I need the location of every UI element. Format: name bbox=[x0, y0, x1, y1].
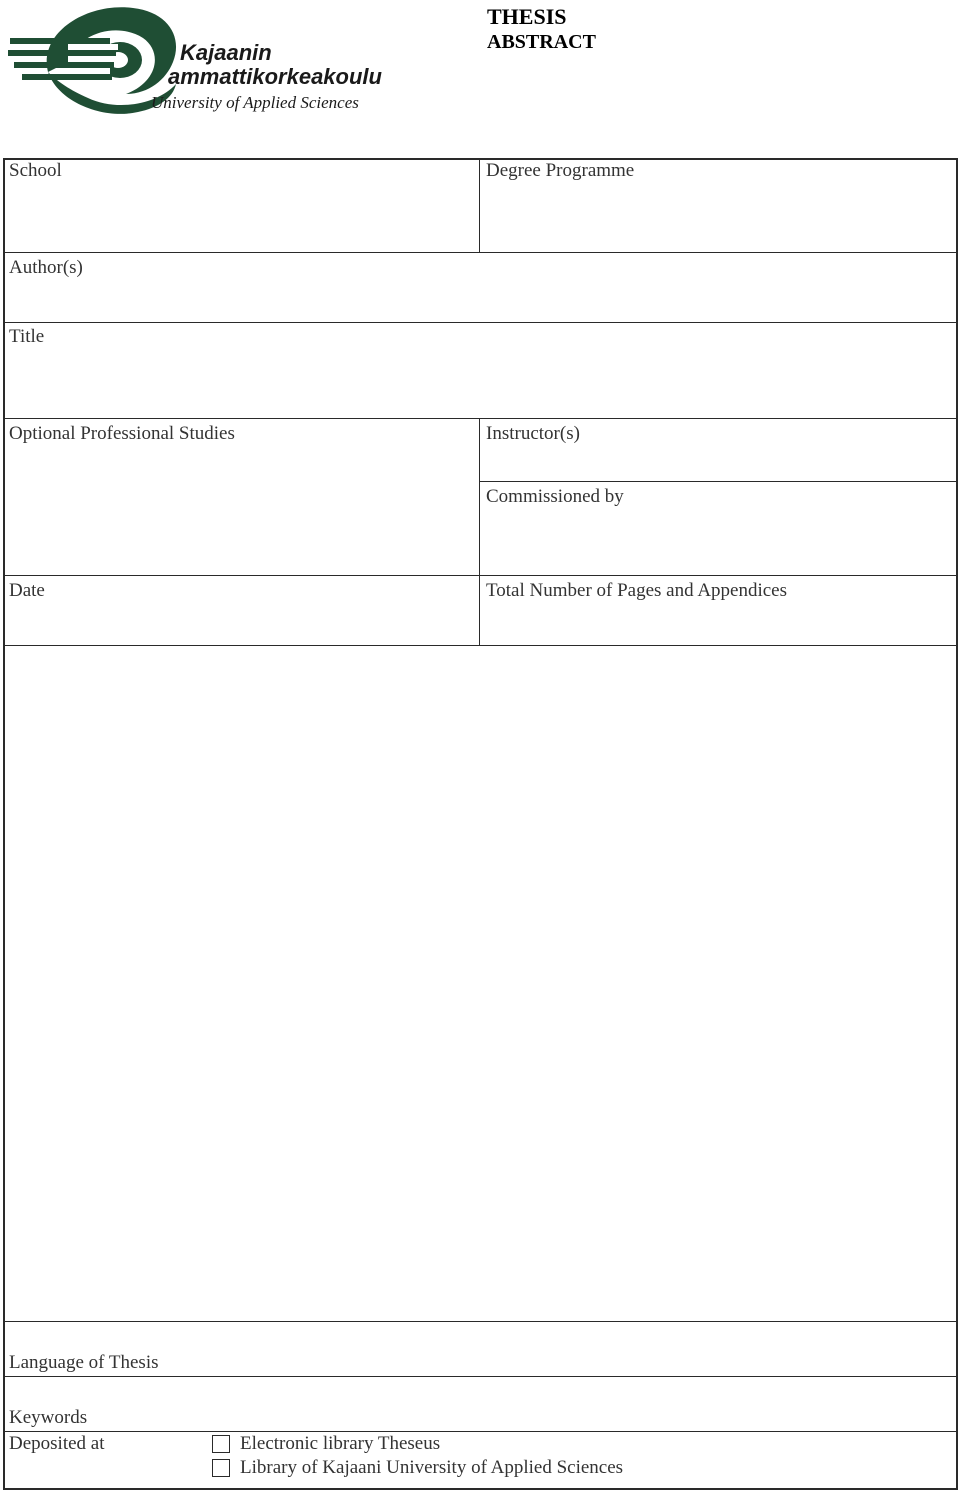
row-divider bbox=[3, 645, 958, 646]
column-divider bbox=[479, 418, 480, 645]
logo-line3: University of Applied Sciences bbox=[151, 93, 359, 112]
school-field[interactable]: School bbox=[9, 160, 62, 181]
commissioned-by-field[interactable]: Commissioned by bbox=[486, 486, 624, 507]
deposited-at-label: Deposited at bbox=[9, 1433, 105, 1454]
optional-studies-field[interactable]: Optional Professional Studies bbox=[9, 423, 235, 444]
row-divider bbox=[3, 575, 958, 576]
university-logo bbox=[8, 2, 400, 120]
language-field[interactable]: Language of Thesis bbox=[9, 1352, 159, 1373]
authors-field[interactable]: Author(s) bbox=[9, 257, 83, 278]
theseus-checkbox[interactable] bbox=[212, 1435, 230, 1453]
title-field[interactable]: Title bbox=[9, 326, 45, 347]
date-field[interactable]: Date bbox=[9, 580, 45, 601]
degree-programme-field[interactable]: Degree Programme bbox=[486, 160, 635, 181]
row-divider bbox=[3, 1431, 958, 1432]
kajaani-library-checkbox[interactable] bbox=[212, 1459, 230, 1477]
row-divider bbox=[3, 1376, 958, 1377]
document-title: THESIS bbox=[487, 4, 567, 29]
document-subtitle: ABSTRACT bbox=[487, 31, 596, 53]
total-pages-field[interactable]: Total Number of Pages and Appendices bbox=[486, 580, 788, 601]
row-divider bbox=[3, 252, 958, 253]
row-divider bbox=[3, 1321, 958, 1322]
instructors-field[interactable]: Instructor(s) bbox=[486, 423, 580, 444]
column-divider bbox=[479, 158, 480, 252]
row-divider bbox=[3, 418, 958, 419]
logo-line2: ammattikorkeakoulu bbox=[168, 64, 382, 89]
logo-line1: Kajaanin bbox=[180, 40, 272, 65]
keywords-field[interactable]: Keywords bbox=[9, 1407, 88, 1428]
row-divider bbox=[3, 322, 958, 323]
kajaani-library-option-label: Library of Kajaani University of Applied Sciences bbox=[240, 1457, 624, 1478]
abstract-form bbox=[3, 158, 958, 1490]
theseus-option-label: Electronic library Theseus bbox=[240, 1433, 441, 1454]
row-divider bbox=[480, 481, 958, 482]
